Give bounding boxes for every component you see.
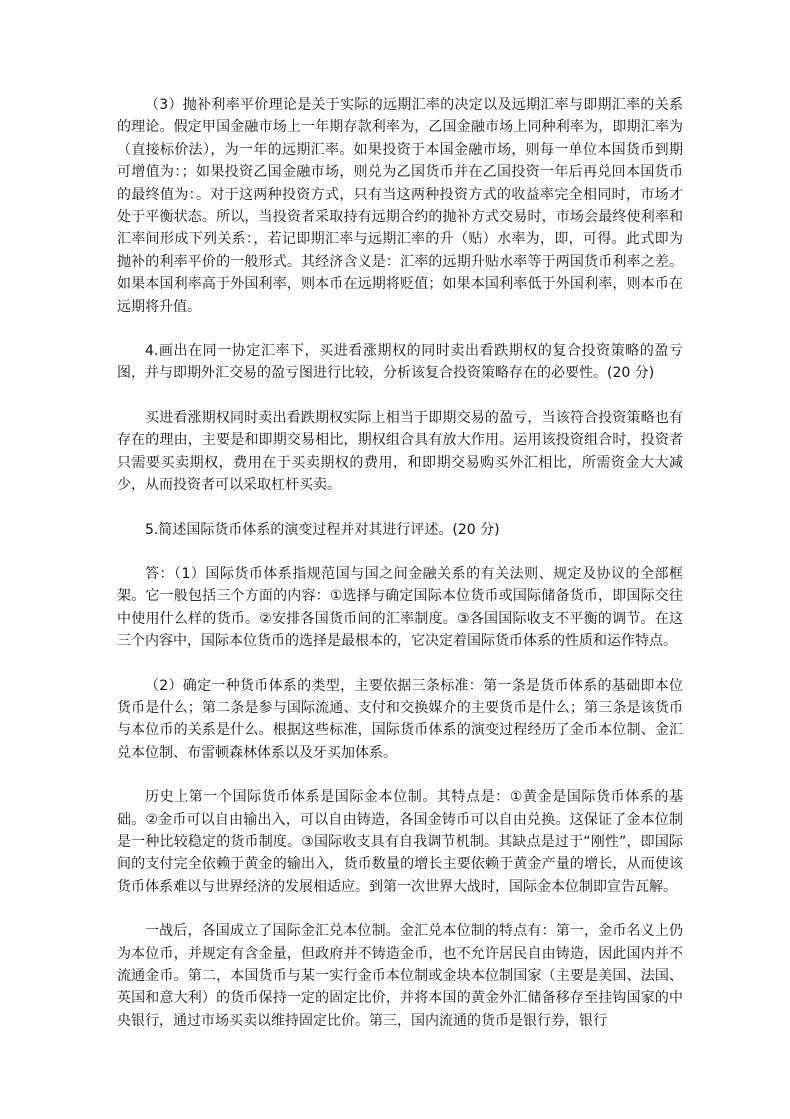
paragraph-spacer [117, 318, 683, 340]
question-5: 5.简述国际货币体系的演变过程并对其进行评述。(20 分) [145, 521, 500, 538]
paragraph-spacer [117, 541, 683, 563]
answer-5-part-1: 答：（1）国际货币体系指规范国与国之间金融关系的有关法则、规定及协议的全部框架。它一般包括三个方面的内容：①选择与确定国际本位货币或国际储备货币，即国际交往中使用什么样的货币。②安排各国货币间的汇率制度。③各国国际收支不平衡的调节。在这三个内容中，国际本位货币的选择是最根本的，它决定着国际货币体系的性质和运作特点。 [117, 565, 683, 650]
paragraph-spacer [117, 898, 683, 920]
paragraph-spacer [117, 764, 683, 786]
paragraph-spacer [117, 497, 683, 519]
answer-5-part-2: （2）确定一种货币体系的类型，主要依据三条标准：第一条是货币体系的基础即本位货币是什么；第二条是参与国际流通、支付和交换媒介的主要货币是什么；第三条是该货币与本位币的关系是什么。根据这些标准，国际货币体系的演变过程经历了金币本位制、金汇兑本位制、布雷顿森林体系以及牙买加体系。 [117, 677, 683, 761]
paragraph-interest-parity: （3）抛补利率平价理论是关于实际的远期汇率的决定以及远期汇率与即期汇率的关系的理论。假定甲国金融市场上一年期存款利率为，乙国金融市场上同种利率为，即期汇率为（直接标价法），为一年的远期汇率。如果投资于本国金融市场，则每一单位本国货币到期可增值为：；如果投资乙国金融市场，则兑为乙国货币并在乙国投资一年后再兑回本国货币的最终值为：。对于这两种投资方式，只有当这两种投资方式的收益率完全相同时，市场才处于平衡状态。所以，当投资者采取持有远期合约的抛补方式交易时，市场会最终使利率和汇率间形成下列关系：，若记即期汇率与远期汇率的升（贴）水率为，即，可得。此式即为抛补的利率平价的一般形式。其经济含义是：汇率的远期升贴水率等于两国货币利率之差。如果本国利率高于外国利率，则本币在远期将贬值；如果本国利率低于外国利率，则本币在远期将升值。 [117, 97, 683, 315]
question-4: 4.画出在同一协定汇率下，买进看涨期权的同时卖出看跌期权的复合投资策略的盈亏图，并与即期外汇交易的盈亏图进行比较，分析该复合投资策略存在的必要性。(20 分) [117, 343, 683, 382]
gold-exchange-paragraph: 一战后，各国成立了国际金汇兑本位制。金汇兑本位制的特点有：第一，金币名义上仍为本位币，并规定有含金量，但政府并不铸造金币，也不允许居民自由铸造，因此国内并不流通金币。第二，本国货币与某一实行金币本位制或金块本位制国家（主要是美国、法国、英国和意大利）的货币保持一定的固定比价，并将本国的黄金外汇储备移存至挂钩国家的中央银行，通过市场买卖以维持固定比价。第三，国内流通的货币是银行券，银行 [117, 923, 683, 1029]
document-page [117, 94, 683, 1032]
answer-4: 买进看涨期权同时卖出看跌期权实际上相当于即期交易的盈亏，当该符合投资策略也有存在的理由，主要是和即期交易相比，期权组合具有放大作用。运用该投资组合时，投资者只需要买卖期权，费用在于买卖期权的费用，和即期交易购买外汇相比，所需资金大大减少，从而投资者可以采取杠杆买卖。 [117, 409, 683, 494]
paragraph-spacer [117, 653, 683, 675]
gold-standard-paragraph: 历史上第一个国际货币体系是国际金本位制。其特点是：①黄金是国际货币体系的基础。②金币可以自由输出入，可以自由铸造，各国金铸币可以自由兑换。这保证了金本位制是一种比较稳定的货币制度。③国际收支具有自我调节机制。其缺点是过于“刚性”，即国际间的支付完全依赖于黄金的输出入，货币数量的增长主要依赖于黄金产量的增长，从而使该货币体系难以与世界经济的发展相适应。到第一次世界大战时，国际金本位制即宣告瓦解。 [117, 789, 683, 895]
paragraph-spacer [117, 385, 683, 407]
